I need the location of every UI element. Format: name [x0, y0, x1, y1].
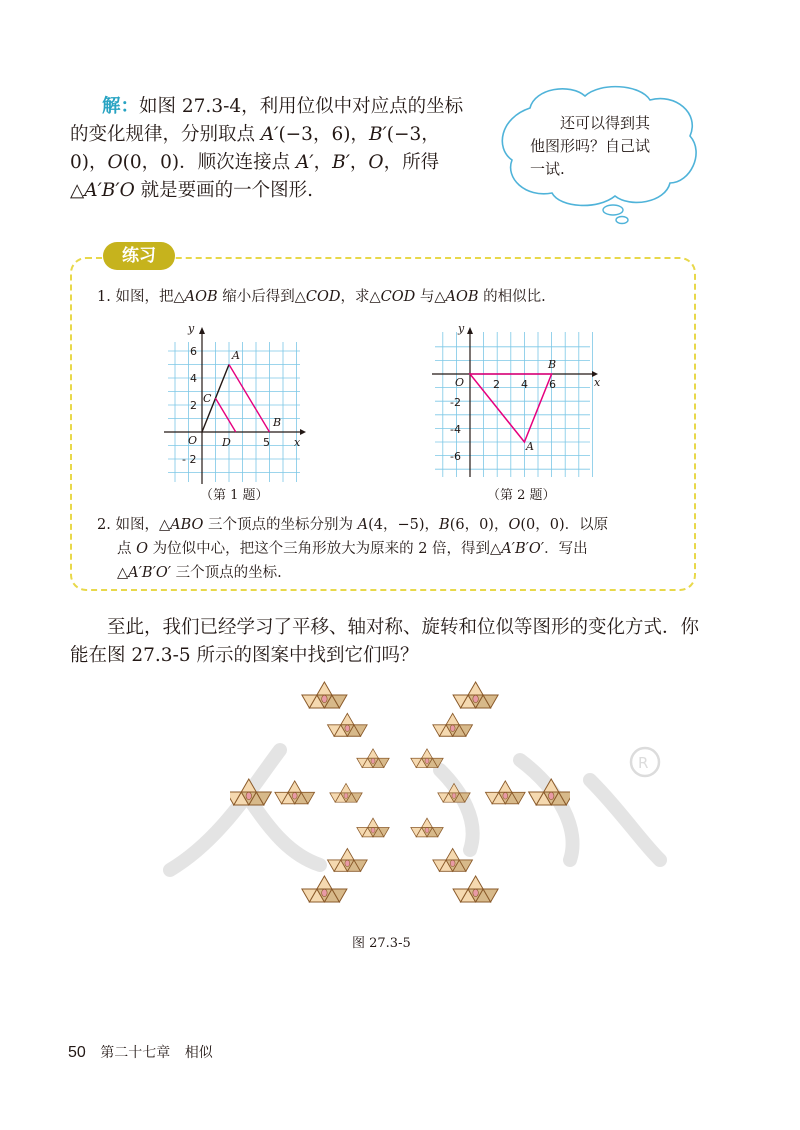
fig1-tick-y-6: 6	[190, 345, 197, 358]
tile-motif	[503, 792, 508, 799]
page-number: 50	[68, 1044, 86, 1061]
solution-line-4: △A′B′O 就是要画的一个图形.	[70, 180, 314, 201]
conclusion-paragraph: 至此，我们已经学习了平移、轴对称、旋转和位似等图形的变化方式．你 能在图 27.3-5 所示的图案中找到它们吗？	[70, 617, 700, 666]
tile-cluster	[302, 682, 347, 708]
tile-cluster	[411, 749, 443, 768]
tile-motif	[450, 860, 455, 867]
tile-cluster	[357, 749, 389, 768]
fig2-label-A: A	[526, 440, 534, 453]
svg-text:R: R	[638, 754, 649, 772]
tile-cluster	[230, 779, 271, 805]
cloud-text: 还可以得到其 他图形吗？自己试 一试.	[530, 114, 651, 178]
fig2-caption: （第 2 题）	[487, 488, 556, 503]
fig2-tick-x-2: 2	[493, 378, 500, 391]
fig1-tick-y-4: 4	[190, 372, 197, 385]
fig1-label-C: C	[203, 392, 212, 405]
tile-cluster	[302, 876, 347, 902]
tile-triangle	[241, 779, 256, 792]
chapter-label: 第二十七章	[100, 1045, 171, 1061]
tile-triangle	[499, 781, 512, 792]
tile-triangle	[317, 682, 332, 695]
tile-motif	[473, 695, 479, 703]
fig2-tick-x-4: 4	[521, 378, 528, 391]
tile-triangle	[468, 876, 483, 889]
tile-triangle	[449, 783, 460, 792]
tile-cluster	[529, 779, 570, 805]
tile-motif	[548, 792, 554, 800]
tile-motif	[345, 725, 350, 732]
fig2-y-label: y	[458, 322, 465, 335]
tile-triangle	[341, 848, 354, 859]
tile-motif	[473, 889, 479, 897]
tile-motif	[322, 695, 328, 703]
fig1-y-label: y	[188, 322, 195, 335]
tile-motif	[246, 792, 252, 800]
tile-triangle	[317, 876, 332, 889]
tile-triangle	[446, 713, 459, 724]
practice-tag: 练习	[103, 242, 175, 270]
page-footer	[68, 1042, 213, 1062]
figure-1	[160, 322, 310, 487]
tile-triangle	[446, 848, 459, 859]
fig1-y-arrow	[199, 327, 205, 334]
fig2-label-B: B	[548, 358, 557, 371]
tile-triangle	[544, 779, 559, 792]
fig1-caption: （第 1 题）	[200, 488, 269, 503]
tile-motif	[425, 758, 429, 763]
fig1-tick-y-neg2: - 2	[182, 453, 197, 466]
tile-motif	[450, 725, 455, 732]
tile-cluster	[438, 783, 470, 802]
fig1-segment-CD	[216, 398, 236, 432]
fig2-y-arrow	[467, 327, 473, 334]
chapter-title: 相似	[184, 1045, 213, 1061]
fig1-label-D: D	[222, 436, 231, 449]
tile-motif	[425, 828, 429, 833]
solution-paragraph	[102, 93, 482, 121]
tile-cluster	[453, 876, 498, 902]
tile-triangle	[288, 781, 301, 792]
fig2-x-label: x	[594, 376, 601, 389]
fig2-origin-label: O	[455, 376, 465, 389]
tile-motif	[344, 793, 348, 798]
tile-cluster	[411, 818, 443, 837]
fig1-label-B: B	[273, 416, 282, 429]
fig2-tick-x-6: 6	[549, 378, 556, 391]
fig1-segment-AB	[229, 365, 270, 433]
tile-triangle	[468, 682, 483, 695]
tile-cluster	[486, 781, 526, 804]
fig1-x-arrow	[300, 429, 306, 435]
solution-body	[70, 121, 480, 205]
pattern-caption: 图 27.3-5	[352, 936, 411, 951]
tile-cluster	[433, 848, 473, 871]
fig2-tick-y-neg6: -6	[450, 450, 461, 463]
question-1: 1. 如图，把△AOB 缩小后得到△COD，求△COD 与△AOB 的相似比.	[97, 289, 546, 305]
tile-motif	[452, 793, 456, 798]
tile-cluster	[330, 783, 362, 802]
tile-triangle	[368, 749, 379, 758]
tile-triangle	[368, 818, 379, 827]
solution-line-2: 的变化规律，分别取点 A′(−3，6)，B′(−3，	[70, 124, 440, 145]
fig2-tick-y-neg2: -2	[450, 396, 461, 409]
solution-label: 解：	[102, 96, 140, 117]
tile-cluster	[357, 818, 389, 837]
tile-cluster	[328, 713, 368, 736]
tile-cluster	[433, 713, 473, 736]
fig1-label-A: A	[232, 349, 240, 362]
tile-motif	[371, 758, 375, 763]
tile-triangle	[341, 783, 352, 792]
tile-cluster	[328, 848, 368, 871]
figure-2	[430, 322, 605, 482]
solution-line-3: 0)，O(0，0)．顺次连接点 A′，B′，O，所得	[70, 152, 440, 173]
solution-line-1: 解：如图 27.3-4，利用位似中对应点的坐标	[102, 96, 464, 117]
tile-motif	[292, 792, 297, 799]
fig1-origin-label: O	[188, 434, 198, 447]
tile-triangle	[422, 818, 433, 827]
tile-motif	[322, 889, 328, 897]
tile-motif	[345, 860, 350, 867]
tile-pattern	[230, 670, 570, 930]
tile-triangle	[422, 749, 433, 758]
fig1-tick-x-5: 5	[263, 436, 270, 449]
question-2: 2. 如图，△ABO 三个顶点的坐标分别为 A(4，−5)，B(6，0)，O(0，0)．以原 点 O 为位似中心，把这个三角形放大为原来的 2 倍，得到△A′B′O′．写出 △A′B′O′ 三个顶点的坐标.	[97, 517, 609, 581]
tile-cluster	[275, 781, 315, 804]
tile-cluster	[453, 682, 498, 708]
fig1-tick-y-2: 2	[190, 399, 197, 412]
tile-motif	[371, 828, 375, 833]
fig1-x-label: x	[294, 436, 301, 449]
fig2-tick-y-neg4: -4	[450, 423, 461, 436]
tile-triangle	[341, 713, 354, 724]
